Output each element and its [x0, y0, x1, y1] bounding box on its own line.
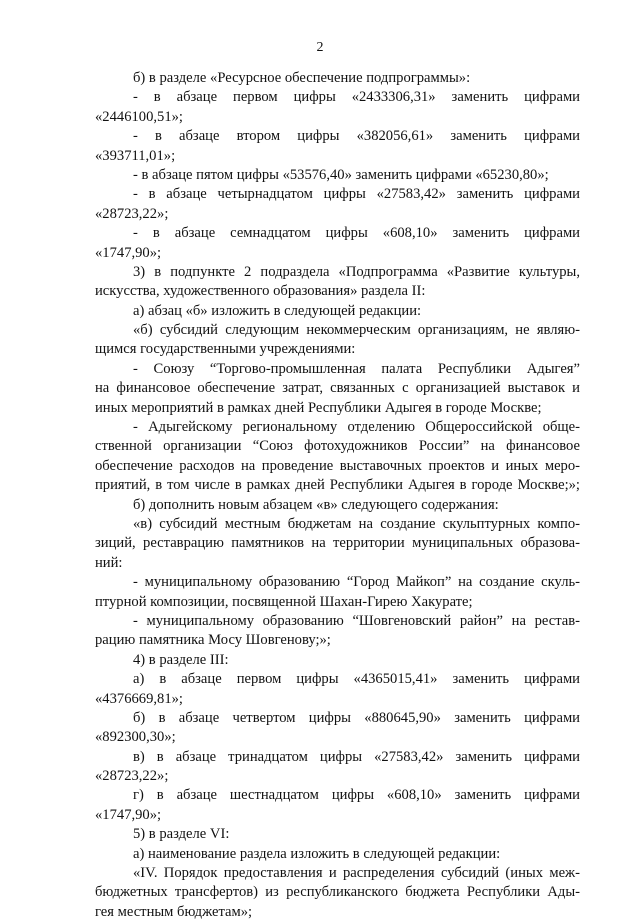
text-line: рацию памятника Мосу Шовгенову;»;: [95, 632, 331, 649]
text-line: а) абзац «б» изложить в следующей редакции:: [133, 302, 422, 319]
text-line: гея местным бюджетам»;: [95, 903, 253, 920]
text-line: 3) в подпункте 2 подраздела «Подпрограмма «Развитие культуры,: [133, 263, 580, 280]
text-line: на финансовое обеспечение затрат, связанных с организацией выставок и: [95, 380, 580, 397]
text-line: бюджетных трансфертов) из республиканского бюджета Республики Ады-: [95, 884, 580, 901]
text-line: щимся государственными учреждениями:: [95, 341, 356, 358]
text-line: птурной композиции, посвященной Шахан-Гирею Хакурате;: [95, 593, 473, 610]
text-line: «28723,22»;: [95, 205, 169, 222]
text-line: - в абзаце четырнадцатом цифры «27583,42» заменить цифрами: [133, 186, 580, 203]
text-line: ний:: [95, 554, 123, 571]
text-line: «в) субсидий местным бюджетам на создание скульптурных компо-: [133, 515, 580, 532]
text-line: в) в абзаце тринадцатом цифры «27583,42» заменить цифрами: [133, 748, 580, 765]
text-line: - Союзу “Торгово-промышленная палата Республики Адыгея”: [133, 360, 580, 377]
text-line: «28723,22»;: [95, 768, 169, 785]
text-line: «393711,01»;: [95, 147, 176, 164]
text-line: - в абзаце пятом цифры «53576,40» заменить цифрами «65230,80»;: [133, 166, 549, 183]
text-line: - Адыгейскому региональному отделению Общероссийской обще-: [133, 419, 580, 436]
text-line: зиций, реставрацию памятников на территории муниципальных образова-: [95, 535, 580, 552]
text-line: - в абзаце первом цифры «2433306,31» заменить цифрами: [133, 89, 580, 106]
text-line: «892300,30»;: [95, 729, 176, 746]
text-line: ственной организации “Союз фотохудожников России” на финансовое: [95, 438, 580, 455]
text-line: «1747,90»;: [95, 244, 162, 261]
text-line: «1747,90»;: [95, 806, 162, 823]
text-line: «4376669,81»;: [95, 690, 183, 707]
text-line: б) в разделе «Ресурсное обеспечение подпрограммы»:: [133, 70, 471, 86]
text-line: 5) в разделе VI:: [133, 826, 230, 843]
text-line: - муниципальному образованию “Город Майкоп” на создание скуль-: [133, 574, 580, 591]
text-line: б) в абзаце четвертом цифры «880645,90» заменить цифрами: [133, 709, 580, 726]
text-line: - в абзаце втором цифры «382056,61» заменить цифрами: [133, 128, 580, 145]
page-number: 2: [316, 40, 324, 55]
text-line: а) наименование раздела изложить в следующей редакции:: [133, 845, 501, 862]
text-line: г) в абзаце шестнадцатом цифры «608,10» заменить цифрами: [133, 787, 580, 804]
text-line: приятий, в том числе в рамках дней Республики Адыгея в городе Москве;»;: [95, 477, 580, 494]
text-line: иных мероприятий в рамках дней Республики Адыгея в городе Москве;: [95, 399, 542, 416]
text-line: искусства, художественного образования» раздела II:: [95, 283, 426, 300]
text-line: б) дополнить новым абзацем «в» следующего содержания:: [133, 496, 499, 513]
text-line: обеспечение расходов на проведение выставочных проектов и иных меро-: [95, 457, 580, 474]
text-line: - муниципальному образованию “Шовгеновский район” на рестав-: [133, 612, 580, 629]
text-line: 4) в разделе III:: [133, 651, 229, 668]
text-line: «2446100,51»;: [95, 108, 183, 125]
document-body: [95, 69, 580, 922]
text-line: - в абзаце семнадцатом цифры «608,10» заменить цифрами: [133, 225, 580, 242]
text-line: а) в абзаце первом цифры «4365015,41» заменить цифрами: [133, 671, 580, 688]
text-line: «IV. Порядок предоставления и распределения субсидий (иных меж-: [133, 865, 580, 882]
text-line: «б) субсидий следующим некоммерческим организациям, не являю-: [133, 322, 580, 339]
